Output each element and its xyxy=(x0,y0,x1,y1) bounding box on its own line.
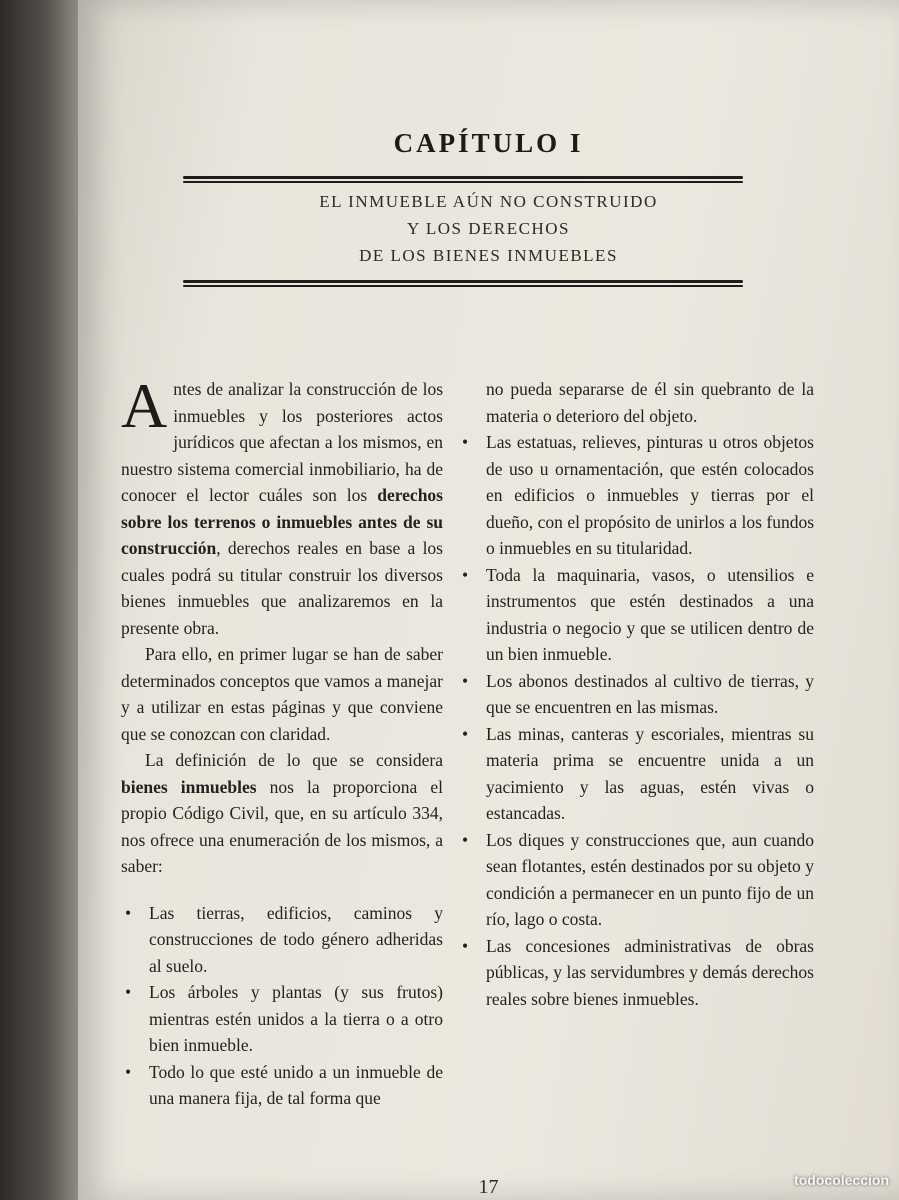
paragraph-1: Antes de analizar la construcción de los inmuebles y los posteriores actos jurídicos que afectan a los mismos, en nuestro sistema comercial inmobiliario, ha de conocer el lector cuáles son los derechos sobre los terrenos o inmuebles antes de su construcción, derechos reales en base a los cuales podrá su titular construir los diversos bienes inmuebles que analizaremos en la presente obra. xyxy=(121,370,443,638)
bullet-list-left xyxy=(121,900,443,1112)
list-item: • Las estatuas, relieves, pinturas u otros objetos de uso u ornamentación, que estén colocados en edificios o inmuebles y tierras por el dueño, con el propósito de unirlos a los fundos o inmuebles en su titularidad. xyxy=(458,429,814,562)
decorative-rule-top xyxy=(183,176,743,185)
continued-text: no pueda separarse de él sin quebranto de la materia o deterioro del objeto. xyxy=(486,379,814,426)
paragraph-3: La definición de lo que se considera bienes inmuebles nos la proporciona el propio Código Civil, que, en su artículo 334, nos ofrece una enumeración de los mismos, a saber: xyxy=(121,750,443,876)
watermark: todocoleccion xyxy=(794,1172,889,1188)
list-item: • Los árboles y plantas (y sus frutos) mientras estén unidos a la tierra o a otro bien inmueble. xyxy=(121,979,443,1059)
list-item: • Las concesiones administrativas de obras públicas, y las servidumbres y demás derechos reales sobre bienes inmuebles. xyxy=(458,933,814,1013)
chapter-title: CAPÍTULO I xyxy=(393,128,584,158)
book-gutter-shadow xyxy=(0,0,78,1200)
subtitle-line-2: Y LOS DERECHOS xyxy=(407,219,570,238)
list-item: • Las tierras, edificios, caminos y construcciones de todo género adheridas al suelo. xyxy=(121,900,443,980)
chapter-subtitle xyxy=(78,188,899,269)
list-item: • Los diques y construcciones que, aun cuando sean flotantes, estén destinados por su objeto y condición a permanecer en un punto fijo de un río, lago o costa. xyxy=(458,827,814,933)
list-item: • Todo lo que esté unido a un inmueble de una manera fija, de tal forma que xyxy=(121,1059,443,1112)
subtitle-line-1: EL INMUEBLE AÚN NO CONSTRUIDO xyxy=(319,192,658,211)
book-page xyxy=(78,0,899,1200)
bold-phrase: derechos sobre los terrenos o inmuebles antes de su construcción xyxy=(121,485,443,558)
bold-term: bienes inmuebles xyxy=(121,776,257,797)
bullet-list-right xyxy=(458,429,814,1012)
decorative-rule-bottom xyxy=(183,280,743,289)
left-column xyxy=(121,370,443,1112)
drop-cap: A xyxy=(121,370,168,441)
list-item: • Los abonos destinados al cultivo de tierras, y que se encuentren en las mismas. xyxy=(458,668,814,721)
page-number: 17 xyxy=(478,1176,499,1198)
list-item: • Toda la maquinaria, vasos, o utensilios e instrumentos que estén destinados a una industria o negocio y que se utilicen dentro de un bien inmueble. xyxy=(458,562,814,668)
paragraph-2: Para ello, en primer lugar se han de saber determinados conceptos que vamos a manejar y a utilizar en estas páginas y que conviene que se conozcan con claridad. xyxy=(121,644,443,744)
subtitle-line-3: DE LOS BIENES INMUEBLES xyxy=(359,246,618,265)
list-item: • Las minas, canteras y escoriales, mientras su materia prima se encuentre unida a un yacimiento y las aguas, estén vivas o estancadas. xyxy=(458,721,814,827)
right-column xyxy=(458,376,814,1012)
